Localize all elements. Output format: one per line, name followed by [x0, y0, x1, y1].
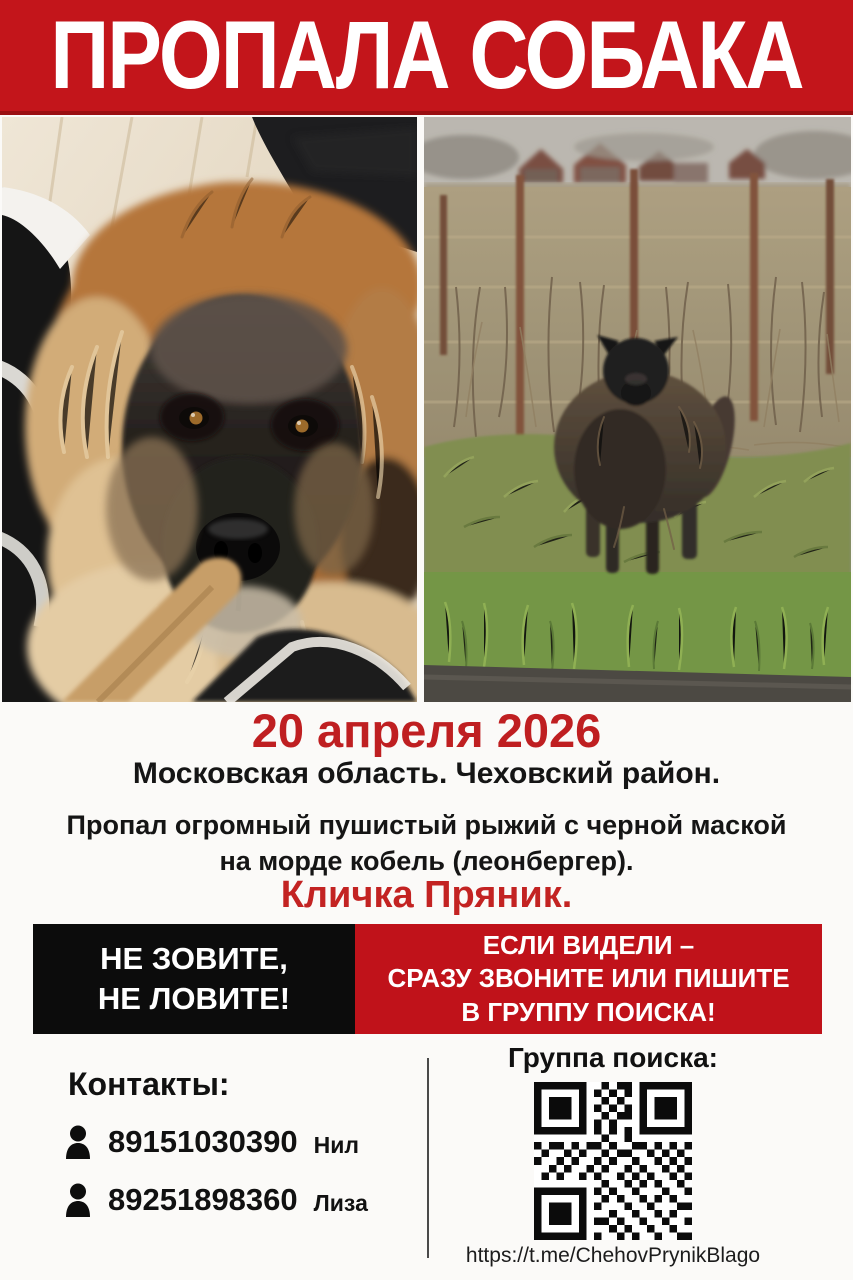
contact-row: [64, 1182, 368, 1218]
warning-box-red: [355, 924, 822, 1034]
warning-black-line-1: НЕ ЗОВИТЕ,: [100, 940, 288, 976]
vertical-divider: [427, 1058, 429, 1258]
contact-phone: 89151030390: [108, 1124, 298, 1159]
description-line-2: на морде кобель (леонбергер).: [219, 845, 634, 876]
warning-red-line-1: ЕСЛИ ВИДЕЛИ –: [482, 930, 695, 961]
contact-name: Нил: [313, 1131, 360, 1158]
contact-name: Лиза: [313, 1189, 368, 1216]
search-group-section: [433, 1042, 793, 1268]
search-group-heading: Группа поиска:: [508, 1042, 718, 1073]
warning-box-black: [33, 924, 355, 1034]
description-line-1: Пропал огромный пушистый рыжий с черной маской: [66, 810, 787, 840]
contact-phone: 89251898360: [108, 1182, 298, 1217]
contact-row: [64, 1124, 359, 1160]
search-group-url: https://t.me/ChehovPrynikBlago: [465, 1244, 761, 1267]
dog-field-illustration: [424, 117, 851, 702]
description-block: [0, 808, 853, 880]
contacts-heading: Контакты:: [68, 1066, 230, 1102]
person-icon: [64, 1183, 92, 1217]
dog-portrait-illustration: [2, 117, 417, 702]
dog-in-field-photo: [424, 117, 851, 702]
warning-red-line-2: СРАЗУ ЗВОНИТЕ ИЛИ ПИШИТЕ: [387, 963, 790, 994]
poster-title-banner: [0, 0, 853, 115]
warning-red-line-3: В ГРУППУ ПОИСКА!: [461, 996, 716, 1027]
date-line: 20 апреля 2026: [251, 704, 602, 757]
qr-code: [534, 1082, 692, 1240]
poster-title: ПРОПАЛА СОБАКА: [50, 1, 803, 109]
warning-black-line-2: НЕ ЛОВИТЕ!: [97, 981, 291, 1016]
dog-name-line: Кличка Пряник.: [280, 874, 573, 916]
dog-portrait-photo: [2, 117, 417, 702]
location-line: Московская область. Чеховский район.: [132, 757, 721, 790]
person-icon: [64, 1125, 92, 1159]
